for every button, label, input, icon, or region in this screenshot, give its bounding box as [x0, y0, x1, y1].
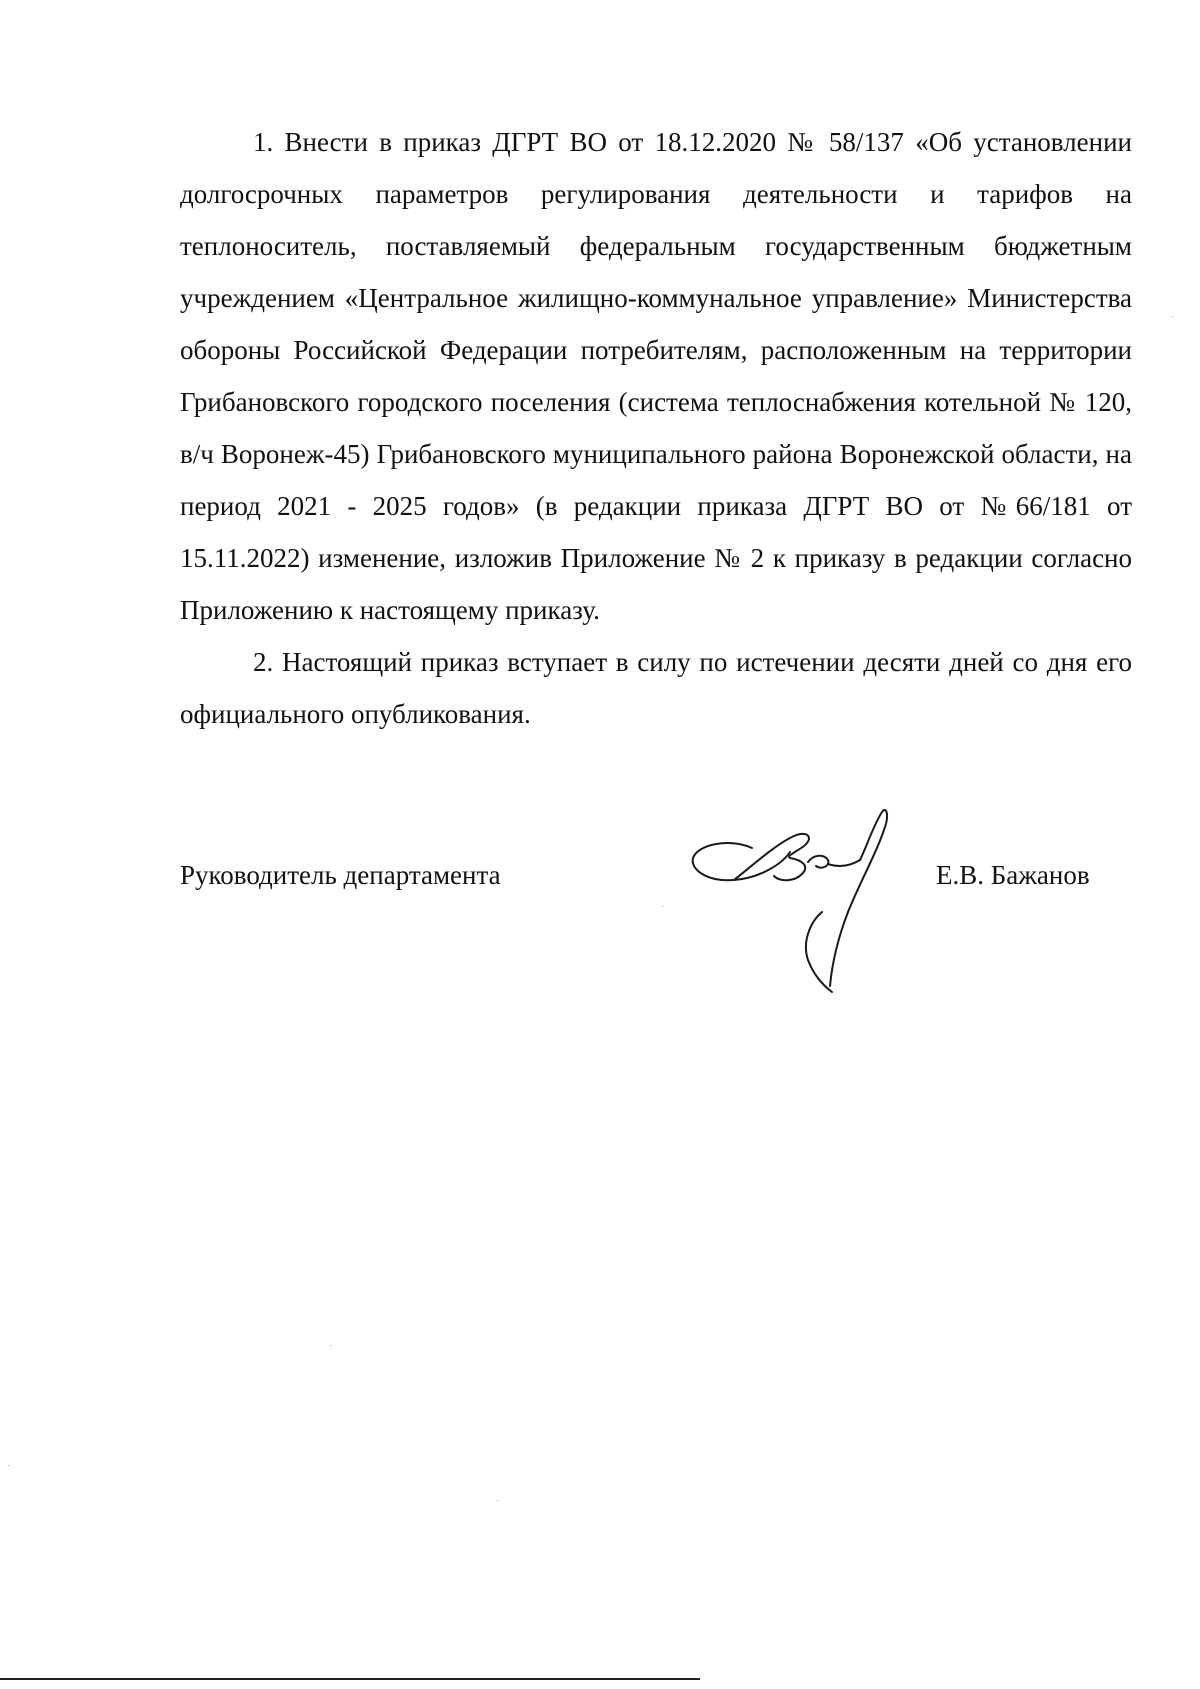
paragraph-1: 1. Внести в приказ ДГРТ ВО от 18.12.2020 № 58/137 «Об установлении долгосрочных параметров регулирования деятельности и тарифов на теплоноситель, поставляемый федеральным государственным бюджетным учреждением «Центральное жилищно-коммунальное управление» Министерства обороны Российской Федерации потребителям, расположенным на территории Грибановского городского поселения (система теплоснабжения котельной № 120, в/ч Воронеж-45) Грибановского муниципального района Воронежской области, на период 2021 - 2025 годов» (в редакции приказа ДГРТ ВО от №66/181 от 15.11.2022) изменение, изложив Приложение № 2 к приказу в редакции согласно Приложению к настоящему приказу. — [180, 127, 1132, 625]
scan-speck — [1172, 316, 1173, 317]
signatory-name: Е.В. Бажанов — [936, 860, 1090, 890]
scan-edge-line — [0, 1678, 700, 1680]
signatory-position: Руководитель департамента — [180, 860, 501, 890]
handwritten-signature-icon — [690, 808, 920, 1008]
paragraph-2: 2. Настоящий приказ вступает в силу по истечении десяти дней со дня его официального опубликования. — [180, 647, 1132, 729]
scan-speck — [497, 1500, 498, 1501]
signature-block — [180, 855, 1132, 895]
scan-speck — [662, 906, 663, 907]
scan-speck — [330, 1345, 331, 1346]
scan-speck — [8, 1465, 9, 1466]
document-body — [180, 116, 1132, 740]
